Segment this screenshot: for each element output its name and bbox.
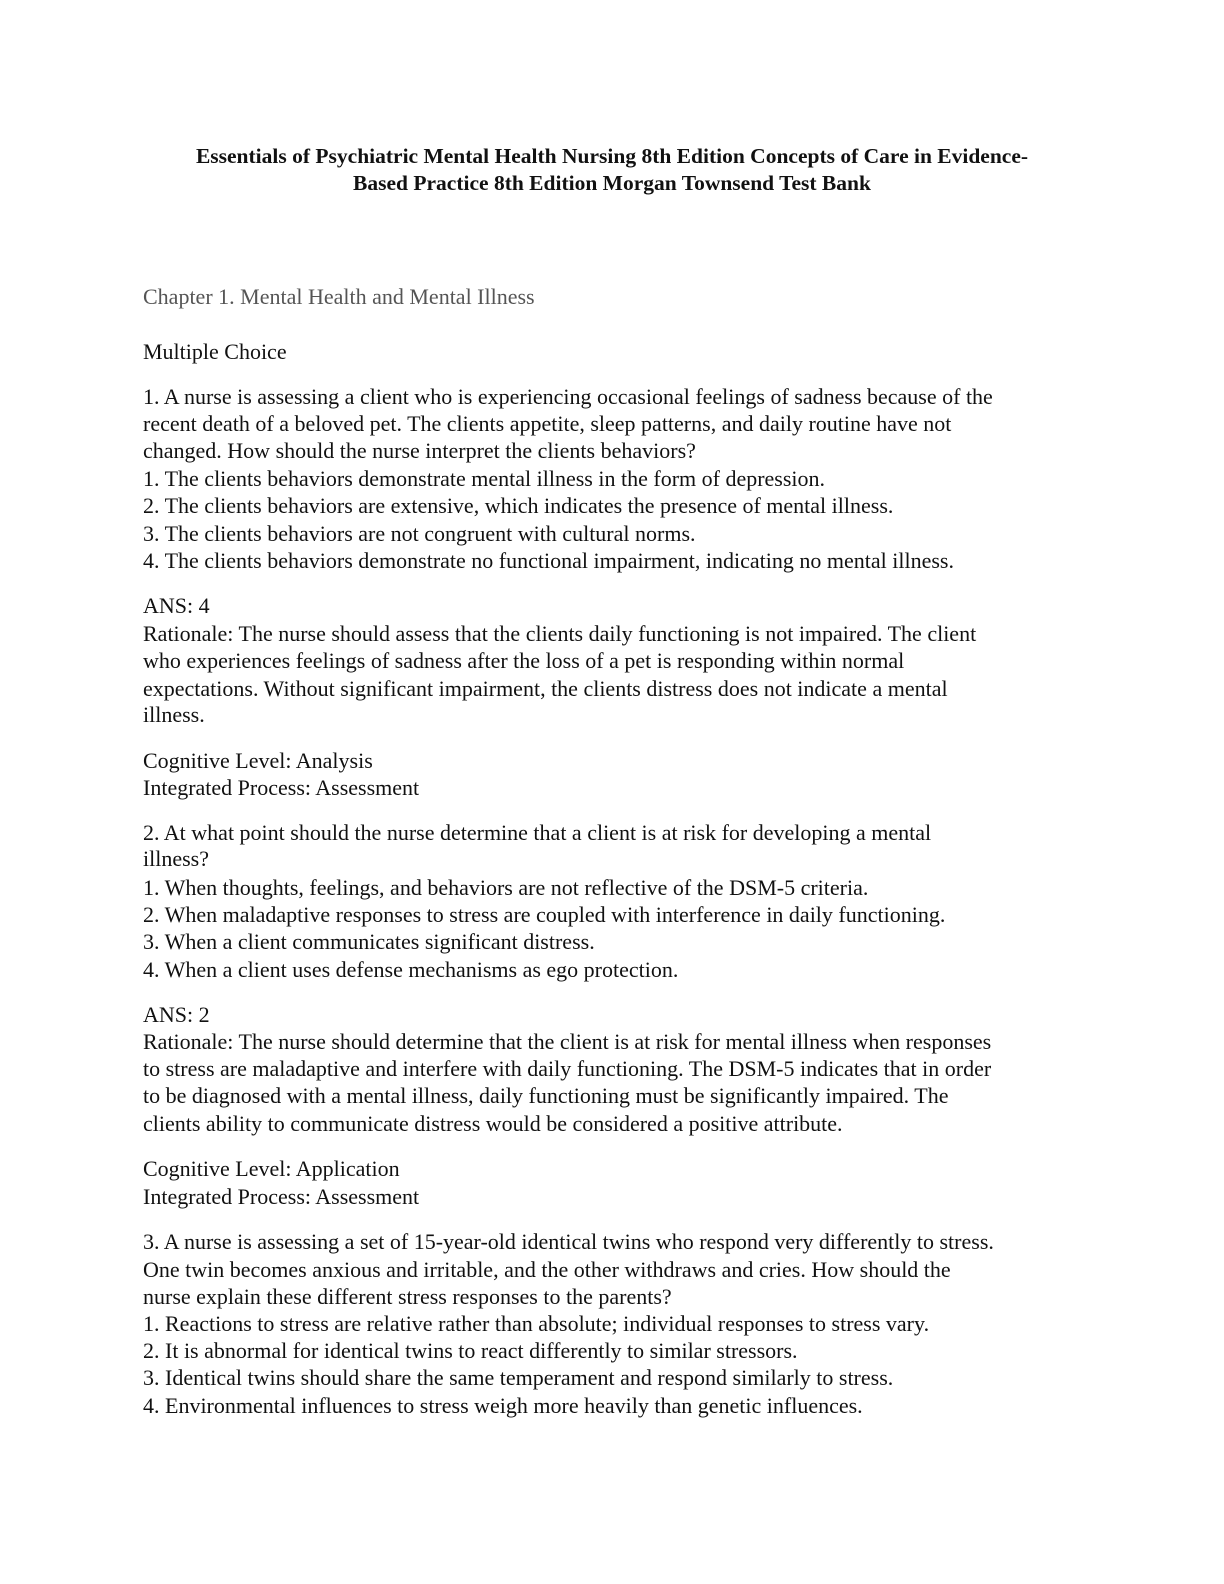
answer-option: 1. The clients behaviors demonstrate mental illness in the form of depression. (143, 466, 826, 491)
cognitive-level: Cognitive Level: Analysis (143, 748, 373, 773)
document-title-line: Based Practice 8th Edition Morgan Townsend Test Bank (353, 171, 871, 195)
question-stem-line: 1. A nurse is assessing a client who is experiencing occasional feelings of sadness because of the (143, 384, 993, 409)
answer-option: 2. When maladaptive responses to stress are coupled with interference in daily functioning. (143, 902, 946, 927)
chapter-heading: Chapter 1. Mental Health and Mental Illness (143, 284, 535, 309)
answer-option: 3. The clients behaviors are not congruent with cultural norms. (143, 521, 696, 546)
rationale-line: expectations. Without significant impairment, the clients distress does not indicate a mental (143, 676, 948, 701)
rationale-line: Rationale: The nurse should assess that the clients daily functioning is not impaired. The client (143, 621, 977, 646)
answer-option: 3. When a client communicates significant distress. (143, 929, 595, 954)
answer-option: 4. When a client uses defense mechanisms as ego protection. (143, 957, 679, 982)
answer-option: 4. Environmental influences to stress weigh more heavily than genetic influences. (143, 1393, 863, 1418)
answer-option: 1. When thoughts, feelings, and behaviors are not reflective of the DSM-5 criteria. (143, 875, 869, 900)
question-stem-line: nurse explain these different stress responses to the parents? (143, 1284, 672, 1309)
answer-option: 3. Identical twins should share the same temperament and respond similarly to stress. (143, 1365, 894, 1390)
answer-option: 2. The clients behaviors are extensive, which indicates the presence of mental illness. (143, 493, 894, 518)
section-heading: Multiple Choice (143, 339, 287, 364)
question-stem-line: 3. A nurse is assessing a set of 15-year-old identical twins who respond very differently to stress. (143, 1229, 994, 1254)
answer-key: ANS: 4 (143, 593, 210, 618)
question-stem-line: illness? (143, 846, 209, 871)
question-stem-line: One twin becomes anxious and irritable, and the other withdraws and cries. How should the (143, 1257, 951, 1282)
answer-option: 4. The clients behaviors demonstrate no functional impairment, indicating no mental illness. (143, 548, 954, 573)
cognitive-level: Cognitive Level: Application (143, 1156, 400, 1181)
rationale-line: to be diagnosed with a mental illness, daily functioning must be significantly impaired. The (143, 1083, 949, 1108)
rationale-line: illness. (143, 702, 205, 727)
answer-option: 2. It is abnormal for identical twins to react differently to similar stressors. (143, 1338, 798, 1363)
integrated-process: Integrated Process: Assessment (143, 775, 420, 800)
rationale-line: clients ability to communicate distress would be considered a positive attribute. (143, 1111, 843, 1136)
document-title (130, 143, 1094, 197)
rationale-line: Rationale: The nurse should determine that the client is at risk for mental illness when responses (143, 1029, 992, 1054)
question-stem-line: 2. At what point should the nurse determine that a client is at risk for developing a mental (143, 820, 932, 845)
answer-key: ANS: 2 (143, 1002, 210, 1027)
rationale-line: to stress are maladaptive and interfere with daily functioning. The DSM-5 indicates that in order (143, 1056, 992, 1081)
question-stem-line: recent death of a beloved pet. The clients appetite, sleep patterns, and daily routine have not (143, 411, 952, 436)
answer-option: 1. Reactions to stress are relative rather than absolute; individual responses to stress vary. (143, 1311, 930, 1336)
document-title-line: Essentials of Psychiatric Mental Health Nursing 8th Edition Concepts of Care in Evidence- (195, 144, 1029, 168)
integrated-process: Integrated Process: Assessment (143, 1184, 420, 1209)
rationale-line: who experiences feelings of sadness after the loss of a pet is responding within normal (143, 648, 905, 673)
question-stem-line: changed. How should the nurse interpret the clients behaviors? (143, 438, 696, 463)
